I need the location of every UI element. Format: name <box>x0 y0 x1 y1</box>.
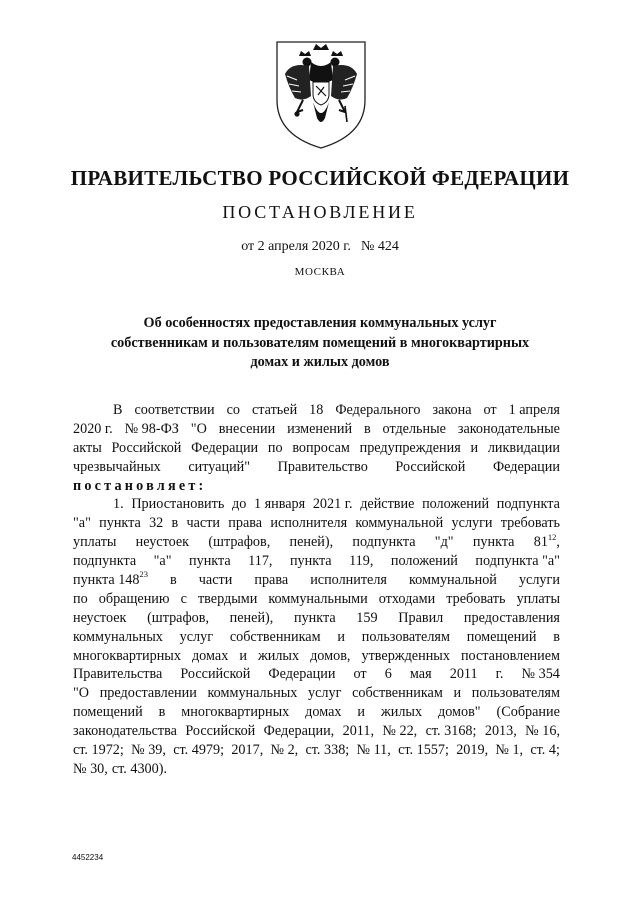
body-line: пункта $148^{23}$ в части права исполнителя коммунальной услуги <box>73 569 560 589</box>
body-line: помещений в многоквартирных домах и жилых домов" (Собрание <box>73 704 560 721</box>
decree-subject <box>100 314 540 373</box>
date-number-line <box>0 239 640 255</box>
resolves-word: постановляет: <box>73 477 207 494</box>
footnote-superscript: 12 <box>547 531 557 542</box>
city-name: МОСКВА <box>294 266 346 278</box>
body-line: № 30, ст. 4300). <box>73 760 167 777</box>
subject-line: Об особенностях предоставления коммунальных услуг <box>143 315 497 331</box>
body-line: "а" пункта 32 в части права исполнителя коммунальной услуги требовать <box>73 515 560 532</box>
body-line: В соответствии со статьей 18 Федерального закона от 1 апреля <box>113 402 560 418</box>
body-line: по обращению с твердыми коммунальными отходами требовать уплаты <box>73 590 560 607</box>
body-line: коммунальных услуг собственникам и пользователям помещений в <box>73 628 560 645</box>
subject-line: собственникам и пользователям помещений в многоквартирных <box>110 334 530 351</box>
body-line: неустоек (штрафов, пеней), пункта 159 Правил предоставления <box>73 609 560 626</box>
body-line: "О предоставлении коммунальных услуг собственникам и пользователям <box>73 685 560 702</box>
document-type: ПОСТАНОВЛЕНИЕ <box>222 202 418 222</box>
body-line: чрезвычайных ситуаций" Правительство Российской Федерации <box>73 458 560 475</box>
body-line: многоквартирных домах и жилых домов, утвержденных постановлением <box>73 647 560 664</box>
body-line: акты Российской Федерации по вопросам предупреждения и ликвидации <box>73 439 560 456</box>
decree-body <box>73 401 560 779</box>
body-line: Правительства Российской Федерации от 6 мая 2011 г. № 354 <box>73 666 560 683</box>
document-code: 4452234 <box>72 853 104 862</box>
body-line: уплаты неустоек (штрафов, пеней), подпункта "д" пункта $81^{12}$, <box>73 531 560 551</box>
body-line: ст. 1972; № 39, ст. 4979; 2017, № 2, ст. 338; № 11, ст. 1557; 2019, № 1, ст. 4; <box>73 742 560 759</box>
decree-number: 424 <box>377 239 399 254</box>
body-line: 1. Приостановить до 1 января 2021 г. действие положений подпункта <box>113 496 560 513</box>
body-line: законодательства Российской Федерации, 2011, № 22, ст. 3168; 2013, № 16, <box>73 723 560 740</box>
body-line: 2020 г. № 98-ФЗ "О внесении изменений в отдельные законодательные <box>73 420 560 437</box>
footnote-superscript: 23 <box>139 569 148 580</box>
coat-of-arms-emblem <box>273 40 369 150</box>
body-line <box>73 477 560 496</box>
subject-line: домах и жилых домов <box>250 354 390 370</box>
number-sign: № <box>360 239 375 254</box>
government-title: ПРАВИТЕЛЬСТВО РОССИЙСКОЙ ФЕДЕРАЦИИ <box>70 166 570 190</box>
body-line: подпункта "а" пункта 117, пункта 119, положений подпункта "а" <box>73 553 560 570</box>
decree-date: от 2 апреля 2020 г. <box>241 239 351 254</box>
